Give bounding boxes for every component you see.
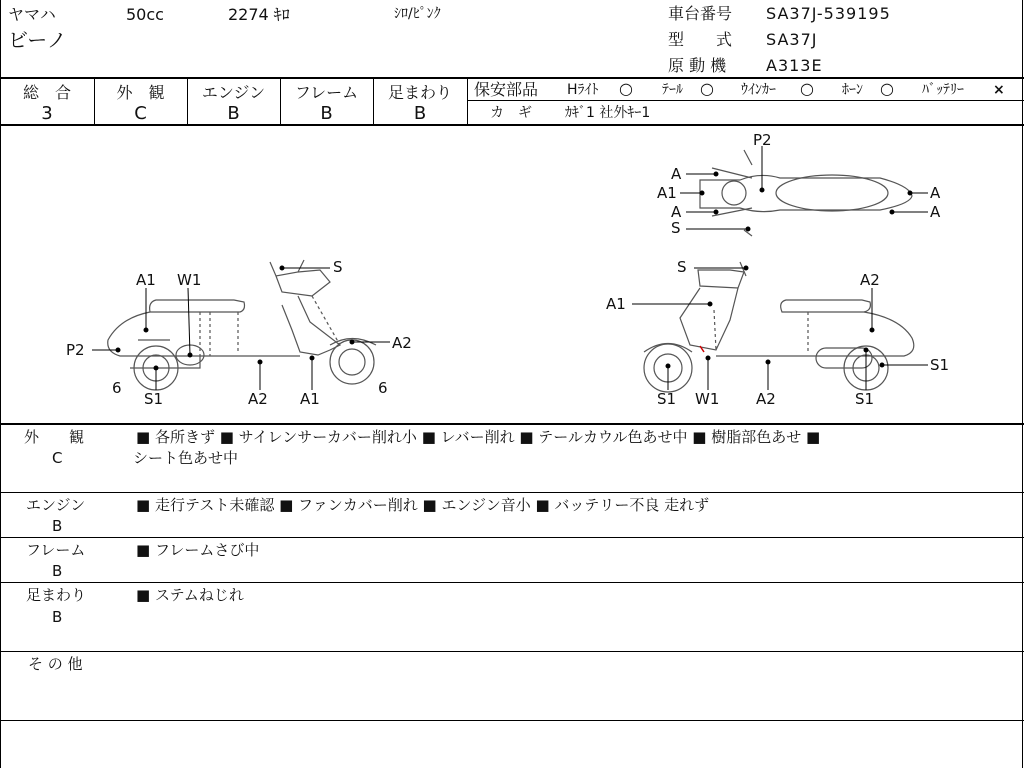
section-frame-grade: B bbox=[52, 562, 63, 580]
key-value: ｶｷﾞ1 社外ｷｰ1 bbox=[565, 105, 651, 121]
right-label-s1-r: S1 bbox=[930, 356, 950, 374]
safety-winker-mark: ○ bbox=[800, 79, 814, 98]
top-label-a-3: A bbox=[930, 184, 941, 202]
grade-exterior-label: 外 観 bbox=[116, 83, 165, 102]
grade-suspension-value: B bbox=[413, 103, 427, 124]
grade-total-label: 総 合 bbox=[22, 83, 71, 102]
section-engine-grade: B bbox=[52, 517, 63, 535]
safety-battery: ﾊﾞｯﾃﾘｰ bbox=[922, 82, 964, 98]
header-divider bbox=[0, 77, 1024, 79]
grade-frame-label: フレーム bbox=[294, 83, 359, 102]
section-suspension-grade: B bbox=[52, 608, 63, 626]
frame-no-label: 車台番号 bbox=[668, 4, 733, 23]
safety-divider bbox=[468, 100, 1024, 101]
top-label-a-4: A bbox=[930, 203, 941, 221]
color: ｼﾛ/ﾋﾟﾝｸ bbox=[394, 6, 441, 22]
grade-sep-5 bbox=[467, 78, 468, 125]
engine-value: A313E bbox=[766, 56, 823, 75]
left-label-a1: A1 bbox=[136, 271, 156, 289]
grade-engine-value: B bbox=[227, 103, 240, 124]
engine-label: 原 動 機 bbox=[668, 56, 727, 75]
model-name: ビーノ bbox=[8, 28, 67, 52]
left-label-6b: 6 bbox=[378, 379, 388, 397]
right-label-s1-b: S1 bbox=[855, 390, 875, 408]
left-label-a2-b: A2 bbox=[248, 390, 268, 408]
safety-label: 保安部品 bbox=[474, 80, 539, 99]
right-label-s1-a: S1 bbox=[657, 390, 677, 408]
section-suspension-notes-1: ■ ステムねじれ bbox=[136, 586, 244, 604]
section-divider-1 bbox=[0, 492, 1024, 493]
grade-total-value: 3 bbox=[41, 103, 53, 124]
section-divider-2 bbox=[0, 537, 1024, 538]
safety-horn-mark: ○ bbox=[880, 79, 894, 98]
section-exterior-notes-2: シート色あせ中 bbox=[133, 449, 239, 467]
maker: ヤマハ bbox=[8, 5, 56, 24]
grade-exterior-value: C bbox=[134, 103, 147, 124]
safety-taillight-mark: ○ bbox=[700, 79, 714, 98]
left-label-6a: 6 bbox=[112, 379, 122, 397]
left-label-a1-b: A1 bbox=[300, 390, 320, 408]
section-suspension-label: 足まわり bbox=[26, 586, 87, 604]
right-label-a1: A1 bbox=[606, 295, 626, 313]
section-divider-3 bbox=[0, 582, 1024, 583]
safety-taillight: ﾃｰﾙ bbox=[662, 82, 683, 98]
section-frame-notes-1: ■ フレームさび中 bbox=[136, 541, 260, 559]
grade-engine-label: エンジン bbox=[201, 83, 266, 102]
safety-headlight: Hﾗｲﾄ bbox=[567, 82, 599, 98]
displacement: 50cc bbox=[126, 5, 164, 24]
top-label-a1: A1 bbox=[657, 184, 677, 202]
section-exterior-label: 外 観 bbox=[24, 428, 85, 446]
key-label: カ ギ bbox=[490, 105, 532, 121]
top-label-a-2: A bbox=[671, 203, 682, 221]
right-label-s: S bbox=[677, 258, 687, 276]
left-label-w1: W1 bbox=[177, 271, 202, 289]
mileage: 2274 ｷﾛ bbox=[228, 5, 290, 24]
diagram-divider bbox=[0, 423, 1024, 425]
left-label-s: S bbox=[333, 258, 343, 276]
top-label-p2: P2 bbox=[753, 131, 772, 149]
left-label-a2-r: A2 bbox=[392, 334, 412, 352]
safety-winker: ｳｲﾝｶｰ bbox=[741, 82, 776, 98]
grade-suspension-label: 足まわり bbox=[387, 83, 452, 102]
right-label-a2: A2 bbox=[860, 271, 880, 289]
section-divider-5 bbox=[0, 720, 1024, 721]
grade-frame-value: B bbox=[320, 103, 333, 124]
right-label-a2-b: A2 bbox=[756, 390, 776, 408]
safety-headlight-mark: ○ bbox=[619, 79, 633, 98]
section-engine-label: エンジン bbox=[26, 496, 86, 514]
top-view bbox=[700, 150, 912, 236]
section-other-label: そ の 他 bbox=[28, 655, 83, 673]
section-exterior-grade: C bbox=[52, 449, 63, 467]
safety-horn: ﾎｰﾝ bbox=[842, 82, 863, 98]
safety-battery-mark: × bbox=[993, 82, 1005, 98]
type-value: SA37J bbox=[766, 30, 818, 49]
section-exterior-notes-1: ■ 各所きず ■ サイレンサーカバー削れ小 ■ レバー削れ ■ テールカウル色あせ中 ■ 樹脂部色あせ ■ bbox=[136, 428, 821, 446]
frame-no-value: SA37J-539195 bbox=[766, 4, 891, 23]
section-divider-4 bbox=[0, 651, 1024, 652]
type-label: 型 式 bbox=[668, 30, 733, 49]
left-label-p2: P2 bbox=[66, 341, 85, 359]
top-label-s: S bbox=[671, 219, 681, 237]
top-label-a-1: A bbox=[671, 165, 682, 183]
section-frame-label: フレーム bbox=[26, 541, 86, 559]
right-label-w1: W1 bbox=[695, 390, 720, 408]
section-engine-notes-1: ■ 走行テスト未確認 ■ ファンカバー削れ ■ エンジン音小 ■ バッテリー不良 走れず bbox=[136, 496, 710, 514]
left-label-s1: S1 bbox=[144, 390, 164, 408]
